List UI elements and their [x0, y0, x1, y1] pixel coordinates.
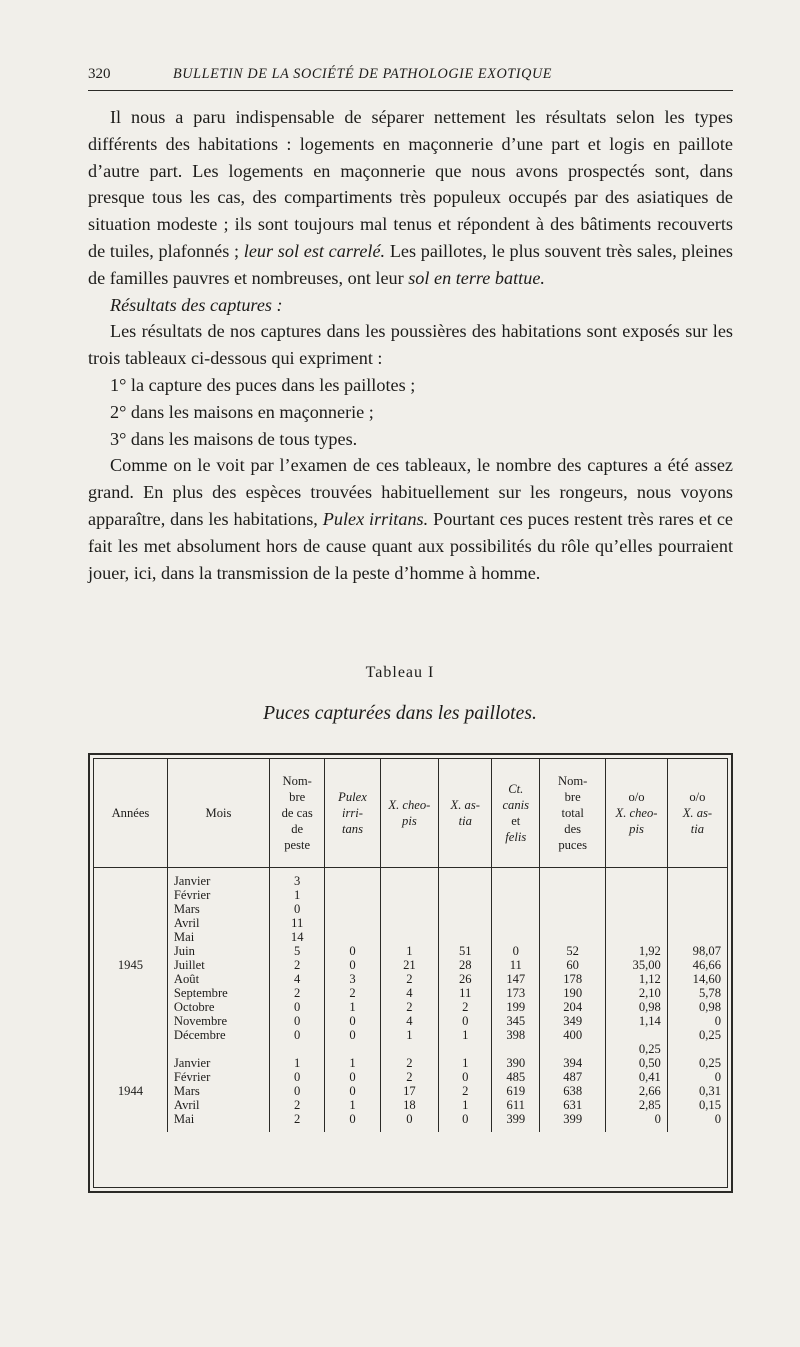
cell-ct: [492, 902, 540, 916]
cell-pc: 1,12: [606, 972, 668, 986]
table-row: [94, 1000, 727, 1014]
cell-pc: 1,14: [606, 1014, 668, 1028]
paragraph-discussion: Comme on le voit par l’examen de ces tableaux, le nombre des captures a été assez grand. En plus des espèces trouvées habituellement sur les rongeurs, nous voyons apparaître, dans les habitations, Pulex irritans. Pourtant ces puces restent très rares et ce fait les met absolument hors de cause quant aux possibilités du rôle qu’elles pourraient jouer, ici, dans la transmission de la peste d’homme à homme.: [88, 455, 733, 583]
table-body: [94, 868, 727, 1133]
results-heading: Résultats des captures :: [110, 294, 283, 315]
table-row: [94, 1056, 727, 1070]
year-cell: [94, 1056, 167, 1070]
cell-pc: 0: [606, 1112, 668, 1126]
cell-total: 631: [540, 1098, 606, 1112]
cell-astia: 11: [439, 986, 492, 1000]
cell-total: 204: [540, 1000, 606, 1014]
year-cell: [94, 1098, 167, 1112]
table-row: [94, 958, 727, 972]
cell-pulex: 1: [325, 1098, 380, 1112]
table-row: [94, 986, 727, 1000]
table-heading: Tableau I: [365, 664, 435, 681]
cell-pulex: [325, 902, 380, 916]
body-text: [88, 104, 733, 586]
cell-pa: 46,66: [667, 958, 727, 972]
year-cell: [94, 1000, 167, 1014]
cell-total: 60: [540, 958, 606, 972]
cell-pa: [667, 916, 727, 930]
cell-pulex: [325, 888, 380, 902]
table-row: [94, 972, 727, 986]
cell-ct: 0: [492, 944, 540, 958]
cell-pc: 2,66: [606, 1084, 668, 1098]
cell-pc: [606, 888, 668, 902]
cell-cas: 1: [270, 888, 325, 902]
cell-astia: 2: [439, 1000, 492, 1014]
cell-astia: [439, 902, 492, 916]
cell-pa: 0,15: [667, 1098, 727, 1112]
cell-astia: 1: [439, 1098, 492, 1112]
list-item: 2° dans les maisons en maçonnerie ;: [110, 401, 374, 422]
cell-pa: 0,25: [667, 1028, 727, 1042]
year-cell: [94, 902, 167, 916]
cell-pulex: [325, 930, 380, 944]
month-cell: Mars: [167, 902, 269, 916]
data-table: [94, 759, 727, 1132]
cell-pulex: 1: [325, 1000, 380, 1014]
running-header: [88, 66, 733, 91]
cell-pa: [667, 930, 727, 944]
cell-cheopis: 2: [380, 1056, 439, 1070]
table-row: [94, 1084, 727, 1098]
table-row: [94, 888, 727, 902]
cell-cheopis: [380, 916, 439, 930]
cell-cheopis: 4: [380, 1014, 439, 1028]
cell-cheopis: 17: [380, 1084, 439, 1098]
cell-astia: [439, 916, 492, 930]
col-header-cas: Nom- bre de cas de peste: [270, 759, 325, 868]
month-cell: Décembre: [167, 1028, 269, 1042]
cell-ct: 173: [492, 986, 540, 1000]
cell-pa: 98,07: [667, 944, 727, 958]
cell-pulex: 0: [325, 1112, 380, 1126]
cell-pulex: 0: [325, 1084, 380, 1098]
cell-total: 190: [540, 986, 606, 1000]
month-cell: Mai: [167, 1112, 269, 1126]
year-cell: [94, 1112, 167, 1126]
cell-cheopis: [380, 902, 439, 916]
cell-pa: 0,98: [667, 1000, 727, 1014]
cell-pulex: 1: [325, 1056, 380, 1070]
col-header-pct-cheopis: o/o X. cheo- pis: [606, 759, 668, 868]
cell-pa: 0,31: [667, 1084, 727, 1098]
cell-pc: [606, 916, 668, 930]
col-header-pulex: Pulex irri- tans: [325, 759, 380, 868]
year-cell: [94, 1014, 167, 1028]
cell-pa: [667, 902, 727, 916]
cell-astia: 51: [439, 944, 492, 958]
cell-astia: 1: [439, 1056, 492, 1070]
year-cell: [94, 874, 167, 888]
cell-pa: 0: [667, 1014, 727, 1028]
cell-astia: 1: [439, 1028, 492, 1042]
cell-total: 487: [540, 1070, 606, 1084]
year-cell: [94, 1070, 167, 1084]
cell-total: 638: [540, 1084, 606, 1098]
cell-total: 178: [540, 972, 606, 986]
cell-pulex: 0: [325, 1028, 380, 1042]
cell-pulex: [325, 874, 380, 888]
table-row: [94, 1098, 727, 1112]
cell-total: [540, 874, 606, 888]
cell-cas: 1: [270, 1056, 325, 1070]
year-cell: [94, 930, 167, 944]
paragraph-results: Les résultats de nos captures dans les poussières des habitations sont exposés sur les trois tableaux ci-dessous qui expriment :: [88, 321, 733, 369]
cell-ct: [492, 930, 540, 944]
cell-pulex: 2: [325, 986, 380, 1000]
month-cell: Septembre: [167, 986, 269, 1000]
cell-ct: [492, 888, 540, 902]
col-header-cheopis: X. cheo- pis: [380, 759, 439, 868]
cell-astia: 2: [439, 1084, 492, 1098]
col-header-mois: Mois: [167, 759, 269, 868]
col-header-astia: X. as- tia: [439, 759, 492, 868]
table-row: [94, 1014, 727, 1028]
cell-pa: 14,60: [667, 972, 727, 986]
cell-pc: [606, 874, 668, 888]
cell-ct: 619: [492, 1084, 540, 1098]
cell-cas: 14: [270, 930, 325, 944]
col-header-total: Nom- bre total des puces: [540, 759, 606, 868]
cell-pc: 2,85: [606, 1098, 668, 1112]
cell-cas: 2: [270, 1112, 325, 1126]
cell-pulex: [325, 916, 380, 930]
cell-astia: [439, 888, 492, 902]
month-cell: Avril: [167, 916, 269, 930]
cell-pulex: 0: [325, 958, 380, 972]
month-cell: Juin: [167, 944, 269, 958]
cell-cas: 0: [270, 902, 325, 916]
cell-pc: 1,92: [606, 944, 668, 958]
paragraph-habitations: Il nous a paru indispensable de séparer nettement les résultats selon les types différents des habitations : logements en maçonnerie d’une part et logis en paillote d’autre part. Les logements en maçonnerie que nous avons prospectés sont, dans presque tous les cas, des compartiments très populeux occupés par des asiatiques de situation modeste ; ils sont toujours mal tenus et répondent à des bâtiments recouverts de tuiles, plafonnés ; leur sol est carrelé. Les paillotes, le plus souvent très sales, pleines de familles pauvres et nombreuses, ont leur sol en terre battue.: [88, 107, 734, 288]
cell-cheopis: [380, 888, 439, 902]
list-item: 3° dans les maisons de tous types.: [110, 428, 358, 449]
cell-cas: 5: [270, 944, 325, 958]
cell-ct: 485: [492, 1070, 540, 1084]
year-cell: [94, 944, 167, 958]
month-cell: Mai: [167, 930, 269, 944]
cell-astia: [439, 930, 492, 944]
month-cell: Janvier: [167, 874, 269, 888]
running-title: BULLETIN DE LA SOCIÉTÉ DE PATHOLOGIE EXOTIQUE: [173, 66, 553, 82]
cell-pulex: 0: [325, 1070, 380, 1084]
cell-total: [540, 930, 606, 944]
month-cell: Janvier: [167, 1056, 269, 1070]
cell-cas: 0: [270, 1014, 325, 1028]
cell-total: [540, 916, 606, 930]
cell-cheopis: [380, 930, 439, 944]
cell-pc: 35,00: [606, 958, 668, 972]
cell-cas: 4: [270, 972, 325, 986]
table-header-row: [94, 759, 727, 868]
cell-pa: [667, 874, 727, 888]
cell-pa: 0,25: [667, 1056, 727, 1070]
year-cell: [94, 888, 167, 902]
table-row: [94, 1112, 727, 1126]
list-item: 1° la capture des puces dans les paillotes ;: [110, 374, 416, 395]
col-header-annees: Années: [111, 806, 150, 820]
cell-pc: 0,50: [606, 1056, 668, 1070]
month-cell: Février: [167, 888, 269, 902]
cell-total: 399: [540, 1112, 606, 1126]
cell-astia: 26: [439, 972, 492, 986]
cell-ct: 399: [492, 1112, 540, 1126]
col-header-ct: Ct. canis et felis: [492, 759, 540, 868]
cell-total: 394: [540, 1056, 606, 1070]
cell-cas: 11: [270, 916, 325, 930]
month-cell: Août: [167, 972, 269, 986]
table-row: [94, 916, 727, 930]
table-row: [94, 1042, 727, 1056]
table-row: [94, 930, 727, 944]
month-cell: Février: [167, 1070, 269, 1084]
cell-pc: [606, 1028, 668, 1042]
month-cell: Octobre: [167, 1000, 269, 1014]
cell-pa: 5,78: [667, 986, 727, 1000]
cell-total: [540, 888, 606, 902]
data-table-frame: [88, 753, 733, 1193]
table-row: [94, 874, 727, 888]
cell-ct: 199: [492, 1000, 540, 1014]
cell-cas: 0: [270, 1070, 325, 1084]
cell-ct: [492, 874, 540, 888]
cell-cheopis: 1: [380, 1028, 439, 1042]
table-row: [94, 944, 727, 958]
cell-cas: 2: [270, 958, 325, 972]
cell-astia: 0: [439, 1014, 492, 1028]
cell-cheopis: 0: [380, 1112, 439, 1126]
cell-total: 52: [540, 944, 606, 958]
cell-cheopis: 18: [380, 1098, 439, 1112]
col-header-pct-astia: o/o X. as- tia: [667, 759, 727, 868]
cell-total: [540, 902, 606, 916]
month-cell: Novembre: [167, 1014, 269, 1028]
cell-cheopis: [380, 874, 439, 888]
cell-total: 349: [540, 1014, 606, 1028]
cell-pc: [606, 902, 668, 916]
year-cell: [94, 916, 167, 930]
cell-cas: 2: [270, 986, 325, 1000]
cell-astia: 0: [439, 1070, 492, 1084]
cell-ct: 611: [492, 1098, 540, 1112]
cell-total: 400: [540, 1028, 606, 1042]
table-row: [94, 902, 727, 916]
cell-cheopis: 2: [380, 972, 439, 986]
cell-cheopis: 1: [380, 944, 439, 958]
cell-ct: 390: [492, 1056, 540, 1070]
cell-cheopis: 21: [380, 958, 439, 972]
cell-pa: 0: [667, 1112, 727, 1126]
cell-pulex: 0: [325, 944, 380, 958]
cell-cas: 0: [270, 1028, 325, 1042]
cell-pulex: 0: [325, 1014, 380, 1028]
cell-astia: [439, 874, 492, 888]
cell-pulex: 3: [325, 972, 380, 986]
year-cell: [94, 972, 167, 986]
cell-note: 0,25: [606, 1042, 668, 1056]
year-cell: [94, 986, 167, 1000]
cell-pa: [667, 888, 727, 902]
cell-ct: 398: [492, 1028, 540, 1042]
cell-ct: 11: [492, 958, 540, 972]
cell-astia: 28: [439, 958, 492, 972]
year-cell: 1944: [117, 1084, 144, 1098]
cell-cas: 0: [270, 1084, 325, 1098]
cell-cheopis: 2: [380, 1070, 439, 1084]
cell-ct: 147: [492, 972, 540, 986]
cell-cas: 3: [270, 874, 325, 888]
cell-cheopis: 4: [380, 986, 439, 1000]
cell-cheopis: 2: [380, 1000, 439, 1014]
table-row: [94, 1028, 727, 1042]
year-cell: 1945: [117, 958, 144, 972]
cell-pc: 2,10: [606, 986, 668, 1000]
table-row: [94, 1070, 727, 1084]
cell-pc: 0,41: [606, 1070, 668, 1084]
cell-pc: [606, 930, 668, 944]
cell-astia: 0: [439, 1112, 492, 1126]
cell-ct: 345: [492, 1014, 540, 1028]
month-cell: Avril: [167, 1098, 269, 1112]
cell-pc: 0,98: [606, 1000, 668, 1014]
table-subtitle: Puces capturées dans les paillotes.: [263, 703, 537, 724]
cell-pa: 0: [667, 1070, 727, 1084]
cell-ct: [492, 916, 540, 930]
month-cell: Juillet: [167, 958, 269, 972]
month-cell: Mars: [167, 1084, 269, 1098]
page-number: 320: [88, 66, 111, 82]
year-cell: [94, 1028, 167, 1042]
cell-cas: 0: [270, 1000, 325, 1014]
cell-cas: 2: [270, 1098, 325, 1112]
